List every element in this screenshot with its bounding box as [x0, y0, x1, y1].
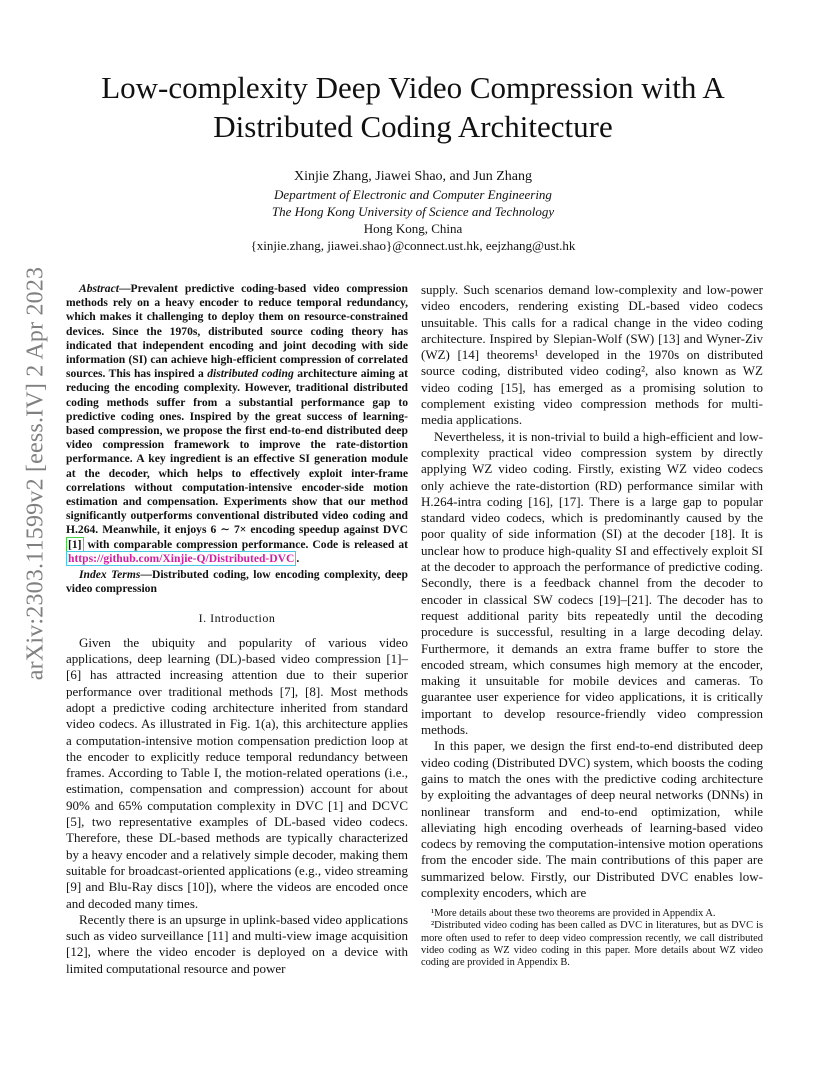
arxiv-identifier-container [12, 266, 60, 680]
department: Department of Electronic and Computer Engineering [274, 186, 552, 202]
author-emails: {xinjie.zhang, jiawei.shao}@connect.ust.hk, eejzhang@ust.hk [250, 237, 576, 253]
authors: Xinjie Zhang, Jiawei Shao, and Jun Zhang [294, 169, 532, 184]
index-terms-text: —Distributed coding, low encoding complexity, deep video compression [66, 568, 408, 596]
right-paragraph-2: Nevertheless, it is non-trivial to build a high-efficient and low-complexity practical video compression system by directly applying WZ video coding. Firstly, existing WZ video codecs only achieve the rate-distortion (RD) performance similar with H.264-intra coding [16], [17]. There is a large gap to popular standard video codecs, which is predominantly caused by the poor quality of side information (SI) at the decoder [18]. It is unclear how to produce high-quality SI and effectively exploit SI at the decoder to approach the performance of predictive coding. Secondly, there is a feedback channel from the decoder to encoder in classical SW codecs [19]–[21]. The decoder has to request additional parity bits repeatedly until the decoding procedure is successful, resulting in a large decoding delay. Furthermore, it demands an extra frame buffer to store the encoded stream, which consumes high memory at the encoder, making it unsuitable for mobile devices and cameras. To guarantee user experience for video applications, it is critically important to develop resource-friendly video compression methods. [421, 428, 763, 738]
abstract-text-1: —Prevalent predictive coding-based video compression methods rely on a heavy encoder to reduce temporal redundancy, which makes it challenging to deploy them on resource-constrained devices. Since the 1970s, distributed source coding theory has indicated that independent encoding and joint decoding with side information (SI) can achieve high-efficient compression of correlated sources. This has inspired a [66, 282, 408, 381]
abstract-text-2: architecture aiming at reducing the encoding complexity. However, traditional distributed coding methods suffer from a substantial performance gap to predictive coding ones. Inspired by the great success of learning-based compression, we propose the first end-to-end distributed deep video compression framework to improve the rate-distortion performance. A key ingredient is an effective SI generation module at the decoder, which helps to effectively exploit inter-frame correlations without computation-intensive encoder-side motion estimation and compensation. Experiments show that our method significantly outperforms conventional distributed video coding and H.264. Meanwhile, it enjoys 6 ∼ 7× encoding speedup against DVC [66, 367, 408, 537]
intro-paragraph-2: Recently there is an upsurge in uplink-based video applications such as video surveillance [11] and multi-view image acquisition [12], where the video encoder is deployed on a device with limited computational resource and power [66, 911, 409, 976]
abstract-text-3: with comparable compression performance. Code is released at [83, 537, 408, 551]
paper-header [60, 68, 766, 254]
footnotes [421, 908, 763, 969]
title-line-1: Low-complexity Deep Video Compression with A [101, 70, 725, 105]
title-line-2: Distributed Coding Architecture [213, 109, 613, 144]
university: The Hong Kong University of Science and Technology [271, 203, 555, 219]
abstract-lead: Abstract [79, 282, 119, 295]
left-column [66, 282, 408, 977]
affiliation-block [60, 186, 766, 254]
footnote-1: ¹More details about these two theorems are provided in Appendix A. [431, 908, 716, 919]
right-paragraph-3: In this paper, we design the first end-to-end distributed deep video coding (Distributed DVC) system, which boosts the coding gains to match the ones with the predictive coding architecture by exploiting the advantages of deep neural networks (DNNs) in nonlinear transform and end-to-end optimization, while alleviating high encoding overheads of learning-based video codecs by removing the computation-intensive motion operations from the encoder side. The main contributions of this paper are summarized below. Firstly, our Distributed DVC enables low-complexity encoders, which are [421, 738, 763, 900]
right-column [421, 282, 763, 901]
abstract-end: . [296, 551, 300, 565]
code-repo-link[interactable]: https://github.com/Xinjie-Q/Distributed-DVC [68, 551, 295, 565]
arxiv-identifier: arXiv:2303.11599v2 [eess.IV] 2 Apr 2023 [22, 266, 49, 680]
abstract-italic: distributed coding [207, 367, 294, 381]
intro-paragraph-1: Given the ubiquity and popularity of various video applications, deep learning (DL)-based video compression [1]–[6] has attracted increasing attention due to their superior performance over traditional methods [7], [8]. Most methods adopt a predictive coding architecture inherited from standard video codecs. As illustrated in Fig. 1(a), this architecture applies a computation-intensive motion compensation prediction loop at the encoder to explicitly reduce temporal redundancy between frames. According to Table I, the motion-related operations (i.e., estimation, compensation and compression) account for about 90% and 65% computation complexity in DVC [1] and DCVC [5], two representative examples of DL-based video codecs. Therefore, these DL-based methods are typically characterized by a heavy encoder and a relatively simple decoder, making them suitable for broadcast-oriented applications (e.g., video streaming [9] and Blu-Ray discs [10]), where the videos are encoded once and decoded many times. [66, 634, 408, 911]
index-terms-lead: Index Terms [79, 568, 141, 582]
section-heading-introduction: I. Introduction [198, 611, 276, 626]
paper-title [60, 68, 766, 146]
location: Hong Kong, China [363, 220, 463, 236]
footnote-2: ²Distributed video coding has been called as DVC in literatures, but as DVC is more often used to refer to deep video compression recently, we call distributed video coding as WZ video coding in this paper. More details about WZ video coding are provided in Appendix B. [421, 920, 763, 969]
right-paragraph-1: supply. Such scenarios demand low-complexity and low-power video encoders, rendering existing DL-based video codecs unsuitable. This calls for a radical change in the video coding architecture. Inspired by Slepian-Wolf (SW) [13] and Wyner-Ziv (WZ) [14] theorems¹ developed in the 1970s on distributed source coding, distributed video coding², also known as WZ video coding [15], has emerged as a promising solution to complement existing video compression methods for multi-media applications. [421, 282, 763, 428]
citation-dvc[interactable]: [1] [68, 537, 82, 551]
abstract [66, 282, 408, 596]
